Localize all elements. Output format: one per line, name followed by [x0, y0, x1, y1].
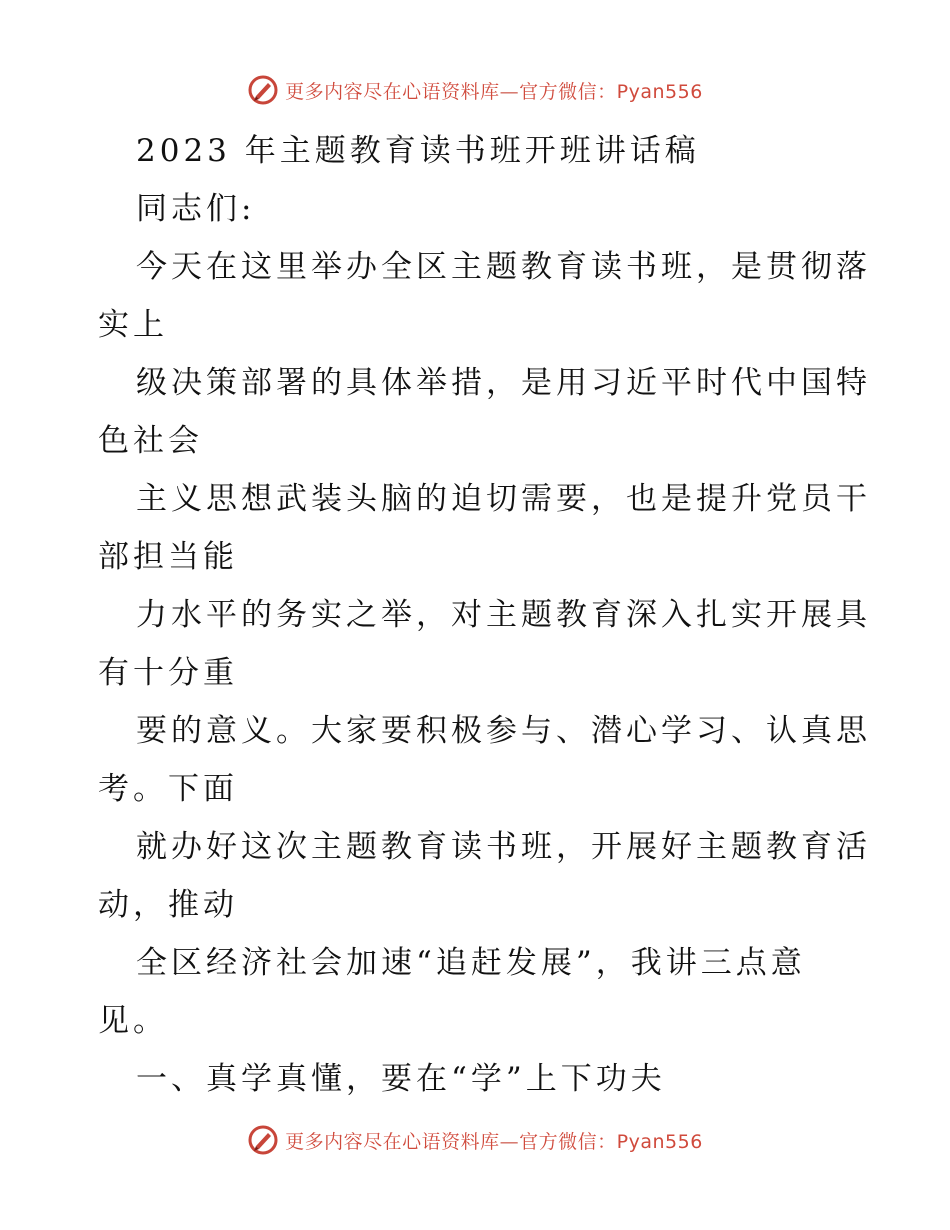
doc-line: 有十分重	[98, 655, 238, 691]
doc-line: 级决策部署的具体举措，是用习近平时代中国特	[136, 365, 871, 401]
doc-line: 力水平的务实之举，对主题教育深入扎实开展具	[136, 597, 871, 633]
doc-line: 2023 年主题教育读书班开班讲话稿	[136, 133, 700, 169]
section-heading: 一、真学真懂，要在“学”上下功夫	[136, 1061, 666, 1097]
header-watermark-text: 更多内容尽在心语资料库—官方微信：Pyan556	[285, 80, 703, 103]
doc-line: 色社会	[98, 423, 203, 459]
doc-line: 动，推动	[98, 887, 238, 923]
doc-line: 主义思想武装头脑的迫切需要，也是提升党员干	[136, 481, 871, 517]
doc-line: 全区经济社会加速“追赶发展”，我讲三点意	[136, 945, 806, 981]
footer-watermark-text: 更多内容尽在心语资料库—官方微信：Pyan556	[285, 1130, 703, 1153]
pen-logo-icon	[247, 74, 279, 106]
doc-line: 同志们:	[136, 191, 256, 227]
doc-line: 今天在这里举办全区主题教育读书班，是贯彻落	[136, 249, 871, 285]
doc-line: 要的意义。大家要积极参与、潜心学习、认真思	[136, 713, 871, 749]
document-body	[98, 122, 871, 1108]
footer-watermark	[0, 1120, 950, 1160]
doc-line: 见。	[98, 1003, 168, 1039]
pen-logo-icon	[247, 1124, 279, 1156]
header-watermark	[0, 70, 950, 110]
doc-line: 部担当能	[98, 539, 238, 575]
doc-line: 就办好这次主题教育读书班，开展好主题教育活	[136, 829, 871, 865]
doc-line: 实上	[98, 307, 168, 343]
doc-line: 考。下面	[98, 771, 238, 807]
